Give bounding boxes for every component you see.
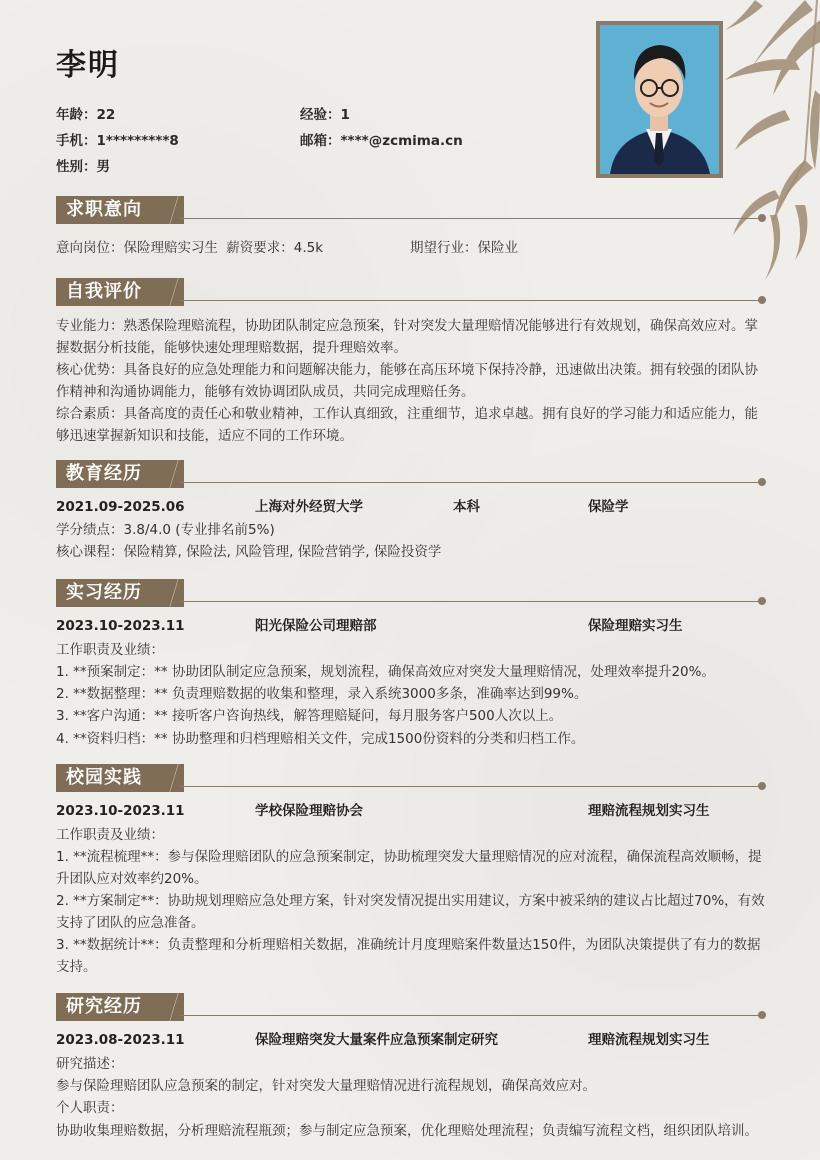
list-item: 4. **资料归档：** 协助整理和归档理赔相关文件，完成1500份资料的分类和归档工作。: [56, 731, 585, 747]
internship-date: 2023.10-2023.11: [56, 618, 185, 634]
section-intent: [56, 196, 766, 226]
age-field: 年龄：22: [56, 107, 116, 123]
section-title: 校园实践: [56, 764, 164, 792]
section-internship: [56, 579, 766, 609]
campus-date: 2023.10-2023.11: [56, 803, 185, 819]
section-divider: [180, 786, 760, 787]
section-divider: [180, 482, 760, 483]
self-eval-advantage: 核心优势：具备良好的应急处理能力和问题解决能力，能够在高压环境下保持冷静，迅速做出决策。拥有较强的团队协作精神和沟通协调能力，能够有效协调团队成员，共同完成理赔任务。: [56, 362, 758, 400]
internship-role: 保险理赔实习生: [588, 618, 683, 634]
section-education: [56, 460, 766, 490]
section-title: 实习经历: [56, 579, 164, 607]
section-research: [56, 993, 766, 1023]
education-major: 保险学: [588, 499, 629, 515]
section-title: 自我评价: [56, 278, 164, 306]
intent-salary: 薪资要求：4.5k: [226, 240, 324, 256]
list-item: 3. **数据统计**：负责整理和分析理赔相关数据，准确统计月度理赔案件数量达150件，为团队决策提供了有力的数据支持。: [56, 937, 761, 975]
research-role: 理赔流程规划实习生: [588, 1032, 710, 1048]
list-item: 2. **数据整理：** 负责理赔数据的收集和整理，录入系统3000多条，准确率达到99%。: [56, 686, 588, 702]
experience-field: 经验：1: [300, 107, 350, 123]
research-duty-heading: 个人职责：: [56, 1100, 124, 1116]
section-dot: [758, 478, 766, 486]
internship-org: 阳光保险公司理赔部: [255, 618, 377, 634]
section-self-evaluation: [56, 278, 766, 308]
campus-heading: 工作职责及业绩：: [56, 827, 164, 843]
section-title: 教育经历: [56, 460, 164, 488]
research-desc: 参与保险理赔团队应急预案的制定，针对突发大量理赔情况进行流程规划，确保高效应对。: [56, 1078, 596, 1094]
section-dot: [758, 597, 766, 605]
education-gpa: 学分绩点：3.8/4.0 (专业排名前5%): [56, 522, 275, 538]
section-divider: [180, 1015, 760, 1016]
self-eval-professional: 专业能力：熟悉保险理赔流程，协助团队制定应急预案，针对突发大量理赔情况能够进行有效规划，确保高效应对。掌握数据分析技能，能够快速处理理赔数据，提升理赔效率。: [56, 318, 758, 356]
campus-role: 理赔流程规划实习生: [588, 803, 710, 819]
section-dot: [758, 1011, 766, 1019]
section-divider: [180, 300, 760, 301]
intent-industry: 期望行业：保险业: [410, 240, 518, 256]
self-eval-quality: 综合素质：具备高度的责任心和敬业精神，工作认真细致，注重细节，追求卓越。拥有良好的学习能力和适应能力，能够迅速掌握新知识和技能，适应不同的工作环境。: [56, 406, 758, 444]
intent-position: 意向岗位：保险理赔实习生: [56, 240, 218, 256]
research-title: 保险理赔突发大量案件应急预案制定研究: [255, 1032, 498, 1048]
education-school: 上海对外经贸大学: [255, 499, 363, 515]
section-campus: [56, 764, 766, 794]
section-divider: [180, 218, 760, 219]
section-title: 研究经历: [56, 993, 164, 1021]
research-duty: 协助收集理赔数据，分析理赔流程瓶颈；参与制定应急预案，优化理赔处理流程；负责编写流程文档，组织团队培训。: [56, 1123, 758, 1139]
education-courses: 核心课程：保险精算, 保险法, 风险管理, 保险营销学, 保险投资学: [56, 544, 442, 560]
section-title: 求职意向: [56, 196, 164, 224]
list-item: 2. **方案制定**：协助规划理赔应急处理方案，针对突发情况提出实用建议，方案中被采纳的建议占比超过70%，有效支持了团队的应急准备。: [56, 893, 765, 931]
phone-field: 手机：1*********8: [56, 133, 179, 149]
list-item: 1. **预案制定：** 协助团队制定应急预案，规划流程，确保高效应对突发大量理赔情况，处理效率提升20%。: [56, 664, 715, 680]
email-field: 邮箱：****@zcmima.cn: [300, 133, 463, 149]
research-desc-heading: 研究描述：: [56, 1056, 124, 1072]
research-date: 2023.08-2023.11: [56, 1032, 185, 1048]
list-item: 1. **流程梳理**：参与保险理赔团队的应急预案制定，协助梳理突发大量理赔情况的应对流程，确保流程高效顺畅，提升团队应对效率约20%。: [56, 849, 762, 887]
section-dot: [758, 296, 766, 304]
list-item: 3. **客户沟通：** 接听客户咨询热线，解答理赔疑问，每月服务客户500人次以上。: [56, 708, 563, 724]
education-date: 2021.09-2025.06: [56, 499, 185, 515]
education-degree: 本科: [453, 499, 480, 515]
gender-field: 性别：男: [56, 159, 110, 175]
section-dot: [758, 214, 766, 222]
candidate-name: 李明: [56, 48, 120, 83]
section-dot: [758, 782, 766, 790]
internship-heading: 工作职责及业绩：: [56, 642, 164, 658]
section-divider: [180, 601, 760, 602]
profile-photo: [596, 21, 723, 178]
campus-org: 学校保险理赔协会: [255, 803, 363, 819]
